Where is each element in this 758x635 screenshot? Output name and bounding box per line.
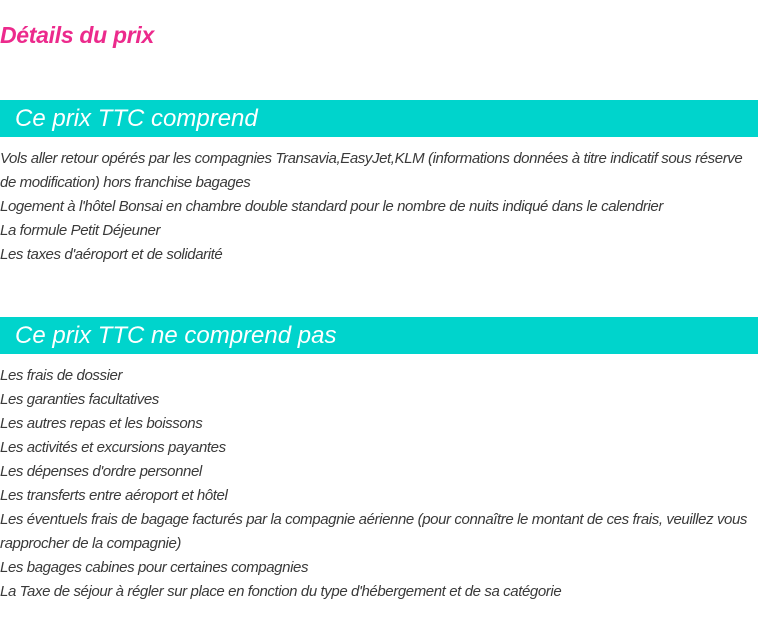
list-item: La formule Petit Déjeuner	[0, 222, 161, 239]
included-list	[0, 147, 758, 267]
list-item: Les autres repas et les boissons	[0, 415, 203, 432]
list-item: Les activités et excursions payantes	[0, 439, 226, 456]
excluded-section-header: Ce prix TTC ne comprend pas	[0, 317, 758, 354]
list-item: Vols aller retour opérés par les compagnies Transavia,EasyJet,KLM (informations données à titre indicatif sous réserve de modification) hors franchise bagages	[0, 150, 743, 191]
list-item: La Taxe de séjour à régler sur place en fonction du type d'hébergement et de sa catégorie	[0, 583, 562, 600]
list-item: Les bagages cabines pour certaines compagnies	[0, 559, 309, 576]
included-section-header: Ce prix TTC comprend	[0, 100, 758, 137]
list-item: Les garanties facultatives	[0, 391, 159, 408]
list-item: Logement à l'hôtel Bonsai en chambre double standard pour le nombre de nuits indiqué dans le calendrier	[0, 198, 663, 215]
list-item: Les transferts entre aéroport et hôtel	[0, 487, 228, 504]
list-item: Les taxes d'aéroport et de solidarité	[0, 246, 223, 263]
list-item: Les dépenses d'ordre personnel	[0, 463, 202, 480]
excluded-list	[0, 364, 758, 604]
page-title: Détails du prix	[0, 22, 154, 48]
list-item: Les frais de dossier	[0, 367, 123, 384]
list-item: Les éventuels frais de bagage facturés par la compagnie aérienne (pour connaître le montant de ces frais, veuillez vous rapprocher de la compagnie)	[0, 511, 748, 552]
